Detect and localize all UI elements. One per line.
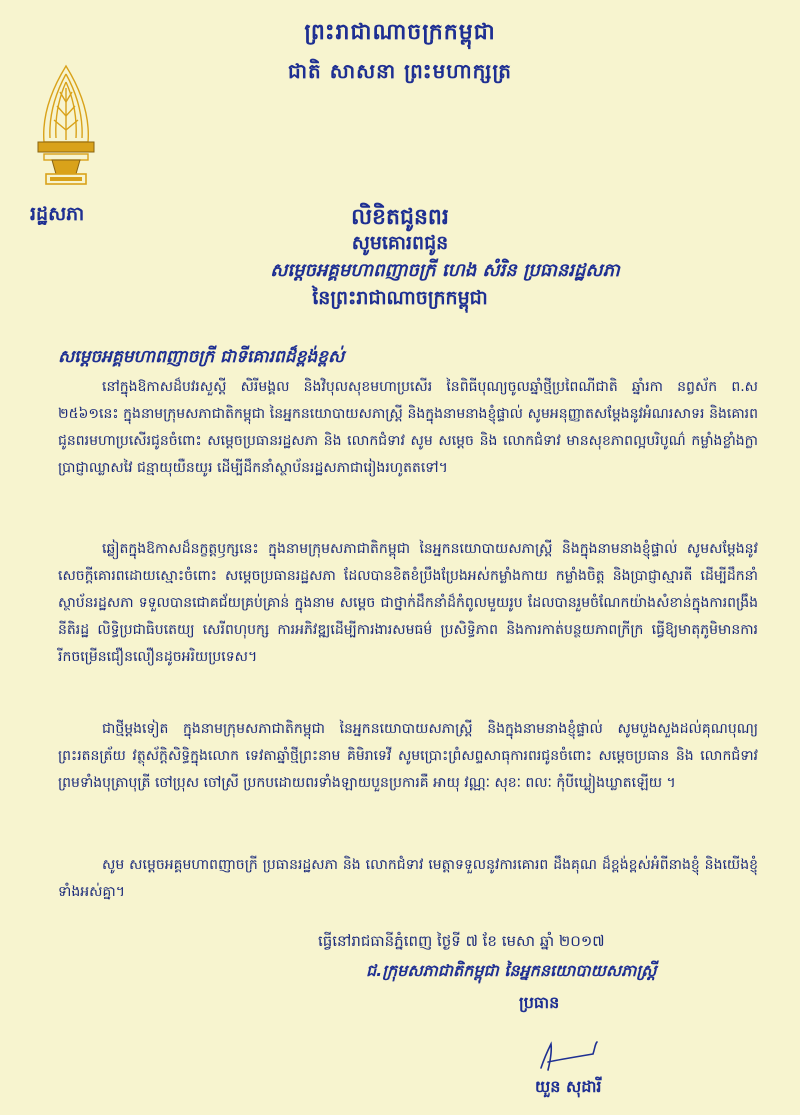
signer-name: យួន សុដារី: [535, 1077, 602, 1096]
signer-role: ប្រធាន: [519, 993, 560, 1012]
senate-label: រដ្ឋសភា: [30, 203, 85, 225]
date-line: ធ្វើនៅរាជធានីភ្នំពេញ ថ្ងៃទី ៧ ខែ មេសា ឆ្នាំ ២០១៧: [318, 932, 605, 950]
body-paragraph-1: នៅក្នុងឱកាសដ៏បវរសួស្តី សិរីមង្គល និងវិបុលសុខមហាប្រសើរ នៃពិធីបុណ្យចូលឆ្នាំថ្មីប្រពៃណីជាតិ ឆ្នាំរកា នព្វស័ក ព.ស ២៥៦១នេះ ក្នុងនាមក្រុមសភាជាតិកម្ពុជា នៃអ្នកនយោបាយសភាស្ត្រី និងក្នុងនាមនាងខ្ញុំផ្ទាល់ សូមអនុញ្ញាតសម្តែងនូវអំណរសាទរ និងគោរពជូនពរមហាប្រសើរជូនចំពោះ សម្តេចប្រធានរដ្ឋសភា និង លោកជំទាវ សូម សម្តេច និង លោកជំទាវ មានសុខភាពល្អបរិបូណ៌ កម្លាំងខ្លាំងក្លា ប្រាជ្ញាឈ្លាសវៃ ជន្មាយុយឺនយូរ ដើម្បីដឹកនាំស្ថាប័នរដ្ឋសភាជារៀងរហូតតទៅ។: [58, 379, 758, 476]
body-paragraph-3: ជាថ្មីម្តងទៀត ក្នុងនាមក្រុមសភាជាតិកម្ពុជា នៃអ្នកនយោបាយសភាស្ត្រី និងក្នុងនាមនាងខ្ញុំផ្ទាល់ សូមបួងសួងដល់គុណបុណ្យព្រះរតនត្រ័យ វត្ថុស័ក្តិសិទ្ធិក្នុងលោក ទេវតាឆ្នាំថ្មីព្រះនាម គិមិរាទេវី សូមប្រោះព្រំសព្ទសាធុការពរជូនចំពោះ សម្តេចប្រធាន និង លោកជំទាវ ព្រមទាំងបុត្រាបុត្រី ចៅប្រុស ចៅស្រី ប្រកបដោយពរទាំងឡាយបួនប្រការគឺ អាយុ វណ្ណៈ សុខៈ ពលៈ កុំបីឃ្លៀងឃ្លាតឡើយ ។: [58, 721, 758, 791]
respect-line: សូមគោរពជូន: [351, 232, 449, 254]
handwritten-signature: [535, 1038, 605, 1078]
signer-organization: ជ.ក្រុមសភាជាតិកម្ពុជា នៃអ្នកនយោបាយសភាស្ត្រី: [366, 961, 657, 980]
salutation: សម្តេចអគ្គមហាពញាចក្រី ជាទីគោរពដ៏ខ្ពង់ខ្ពស់: [58, 347, 345, 367]
national-motto: ជាតិ សាសនា ព្រះមហាក្សត្រ: [288, 59, 512, 83]
recipient-line: សម្តេចអគ្គមហាពញាចក្រី ហេង សំរិន ប្រធានរដ្ឋសភា: [270, 260, 620, 281]
document-title: លិខិតជូនពរ: [351, 205, 449, 230]
kingdom-heading: ព្រះរាជាណាចក្រកម្ពុជា: [304, 20, 496, 45]
recipient-org: នៃព្រះរាជាណាចក្រកម្ពុជា: [312, 287, 488, 309]
senate-emblem-icon: [30, 62, 102, 192]
body-paragraph-4: សូម សម្តេចអគ្គមហាពញាចក្រី ប្រធានរដ្ឋសភា និង លោកជំទាវ មេត្តាទទួលនូវការគោរព ដឹងគុណ ដ៏ខ្ពង់ខ្ពស់អំពីនាងខ្ញុំ និងយើងខ្ញុំទាំងអស់គ្នា។: [58, 857, 758, 900]
body-paragraph-2: ឆ្លៀតក្នុងឱកាសដ៏នក្ខត្តឫក្សនេះ ក្នុងនាមក្រុមសភាជាតិកម្ពុជា នៃអ្នកនយោបាយសភាស្ត្រី និងក្នុងនាមនាងខ្ញុំផ្ទាល់ សូមសម្តែងនូវសេចក្តីគោរពដោយស្មោះចំពោះ សម្តេចប្រធានរដ្ឋសភា ដែលបានខិតខំប្រឹងប្រែងអស់កម្លាំងកាយ កម្លាំងចិត្ត និងប្រាជ្ញាស្មារតី ដើម្បីដឹកនាំស្ថាប័នរដ្ឋសភា ទទួលបានជោគជ័យគ្រប់គ្រាន់ ក្នុងនាម សម្តេច ជាថ្នាក់ដឹកនាំដ៏កំពូលមួយរូប ដែលបានរួមចំណែកយ៉ាងសំខាន់ក្នុងការពង្រឹងនីតិរដ្ឋ លិទ្ធិប្រជាធិបតេយ្យ សេរីពហុបក្ស ការអភិវឌ្ឍដើម្បីការងារសមធម៌ ប្រសិទ្ធិភាព និងការកាត់បន្ថយភាពក្រីក្រ ធ្វើឱ្យមាតុភូមិមានការរីកចម្រើនជឿនលឿនដូចអរិយប្រទេស។: [58, 541, 758, 665]
